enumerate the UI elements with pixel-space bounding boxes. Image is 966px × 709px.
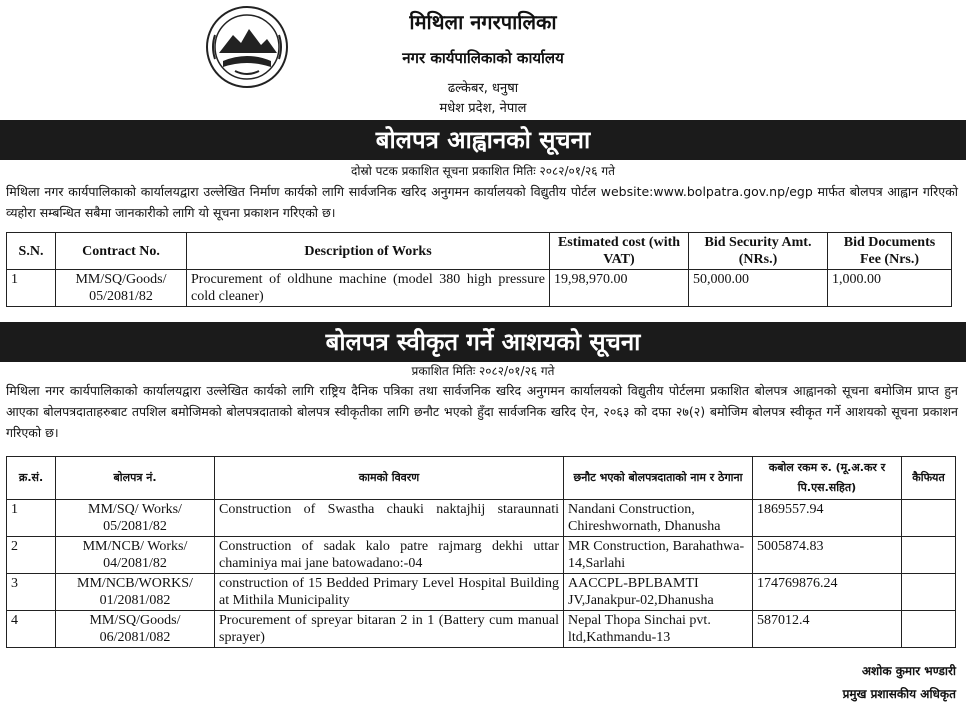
cell-sn: 1 xyxy=(7,500,56,537)
cell-bid-no: MM/SQ/ Works/ 05/2081/82 xyxy=(56,500,215,537)
col-remarks: कैफियत xyxy=(902,457,956,500)
cell-bid-amount: 174769876.24 xyxy=(753,574,902,611)
cell-bid-no: MM/NCB/WORKS/ 01/2081/082 xyxy=(56,574,215,611)
address-line-1: ढल्केबर, धनुषा xyxy=(447,81,519,96)
col-contract-no: Contract No. xyxy=(56,233,187,270)
cell-work-description: Procurement of spreyar bitaran 2 in 1 (Battery cum manual sprayer) xyxy=(215,611,564,648)
notice-1-body: मिथिला नगर कार्यपालिकाको कार्यालयद्वारा उल्लेखित निर्माण कार्यको लागि सार्वजनिक खरिद अनुगमन कार्यालयको विद्युतीय पोर्टल website:www.bolpatra.gov.np/egp मार्फत बोलपत्र आह्वान गरिएको व्यहोरा सम्बन्धित सबैमा जानकारीको लागि यो सूचना प्रकाशन गरिएको छ। xyxy=(6,184,958,220)
notice-1-pub-date: दोस्रो पटक प्रकाशित सूचना प्रकाशित मितिः २०८२/०१/२६ गते xyxy=(351,164,615,178)
signatory-designation: प्रमुख प्रशासकीय अधिकृत xyxy=(842,687,956,701)
cell-bid-security: 50,000.00 xyxy=(689,270,828,307)
cell-bidder: MR Construction, Barahathwa-14,Sarlahi xyxy=(564,537,753,574)
cell-bidder: Nepal Thopa Sinchai pvt. ltd,Kathmandu-13 xyxy=(564,611,753,648)
cell-estimated-cost: 19,98,970.00 xyxy=(550,270,689,307)
cell-work-description: construction of 15 Bedded Primary Level Hospital Building at Mithila Municipality xyxy=(215,574,564,611)
table-row xyxy=(7,574,956,611)
signatory-name: अशोक कुमार भण्डारी xyxy=(861,664,956,678)
notice-2-table xyxy=(6,456,956,648)
notice-1-table xyxy=(6,232,952,307)
col-sn: S.N. xyxy=(7,233,56,270)
table-row xyxy=(7,611,956,648)
office-name: नगर कार्यपालिकाको कार्यालय xyxy=(402,49,564,67)
col-estimated-cost: Estimated cost (with VAT) xyxy=(550,233,689,270)
cell-sn: 4 xyxy=(7,611,56,648)
col-bid-doc-fee: Bid Documents Fee (Nrs.) xyxy=(828,233,952,270)
municipality-name: मिथिला नगरपालिका xyxy=(409,10,557,34)
cell-bid-amount: 1869557.94 xyxy=(753,500,902,537)
col-sn: क्र.सं. xyxy=(7,457,56,500)
table-row xyxy=(7,500,956,537)
cell-contract-no: MM/SQ/Goods/ 05/2081/82 xyxy=(56,270,187,307)
cell-bidder: AACCPL-BPLBAMTI JV,Janakpur-02,Dhanusha xyxy=(564,574,753,611)
col-bid-no: बोलपत्र नं. xyxy=(56,457,215,500)
cell-bid-no: MM/SQ/Goods/ 06/2081/082 xyxy=(56,611,215,648)
cell-sn: 1 xyxy=(7,270,56,307)
table-header-row xyxy=(7,457,956,500)
cell-bidder: Nandani Construction, Chireshwornath, Dhanusha xyxy=(564,500,753,537)
col-bidder-name-address: छनौट भएको बोलपत्रदाताको नाम र ठेगाना xyxy=(564,457,753,500)
table-header-row xyxy=(7,233,952,270)
cell-description: Procurement of oldhune machine (model 380 high pressure cold cleaner) xyxy=(187,270,550,307)
cell-bid-doc-fee: 1,000.00 xyxy=(828,270,952,307)
notice-2-title: बोलपत्र स्वीकृत गर्ने आशयको सूचना xyxy=(0,322,966,362)
notice-1-title: बोलपत्र आह्वानको सूचना xyxy=(0,120,966,160)
cell-sn: 3 xyxy=(7,574,56,611)
col-bid-security: Bid Security Amt. (NRs.) xyxy=(689,233,828,270)
table-row xyxy=(7,270,952,307)
cell-bid-amount: 587012.4 xyxy=(753,611,902,648)
cell-work-description: Construction of Swastha chauki naktajhij staraunnati xyxy=(215,500,564,537)
cell-sn: 2 xyxy=(7,537,56,574)
col-bid-amount: कबोल रकम रु. (मू.अ.कर र पि.एस.सहित) xyxy=(753,457,902,500)
notice-2-pub-date: प्रकाशित मितिः २०८२/०१/२६ गते xyxy=(411,364,555,378)
cell-remarks xyxy=(902,537,956,574)
table-row xyxy=(7,537,956,574)
notice-2-body: मिथिला नगर कार्यपालिकाको कार्यालयद्वारा उल्लेखित कार्यको लागि राष्ट्रिय दैनिक पत्रिका तथा सार्वजनिक खरिद अनुगमन कार्यालयको विद्युतीय पोर्टलमा प्रकाशित बोलपत्र आह्वानको सूचना बमोजिम प्राप्त हुन आएका बोलपत्रदाताहरुबाट तपशिल बमोजिमको बोलपत्रदाताको बोलपत्र स्वीकृतीका लागि छनौट भएको हुँदा सार्वजनिक खरिद ऐन, २०६३ को दफा २७(२) बमोजिम बोलपत्र स्वीकृत गर्ने आशयको सूचना प्रकाशन गरिएको छ। xyxy=(6,383,958,440)
cell-work-description: Construction of sadak kalo patre rajmarg dekhi uttar chaminiya mai jane batowadano:-04 xyxy=(215,537,564,574)
col-description: Description of Works xyxy=(187,233,550,270)
address-line-2: मधेश प्रदेश, नेपाल xyxy=(439,101,527,116)
col-work-description: कामको विवरण xyxy=(215,457,564,500)
cell-bid-amount: 5005874.83 xyxy=(753,537,902,574)
cell-remarks xyxy=(902,574,956,611)
cell-remarks xyxy=(902,500,956,537)
cell-bid-no: MM/NCB/ Works/ 04/2081/82 xyxy=(56,537,215,574)
cell-remarks xyxy=(902,611,956,648)
